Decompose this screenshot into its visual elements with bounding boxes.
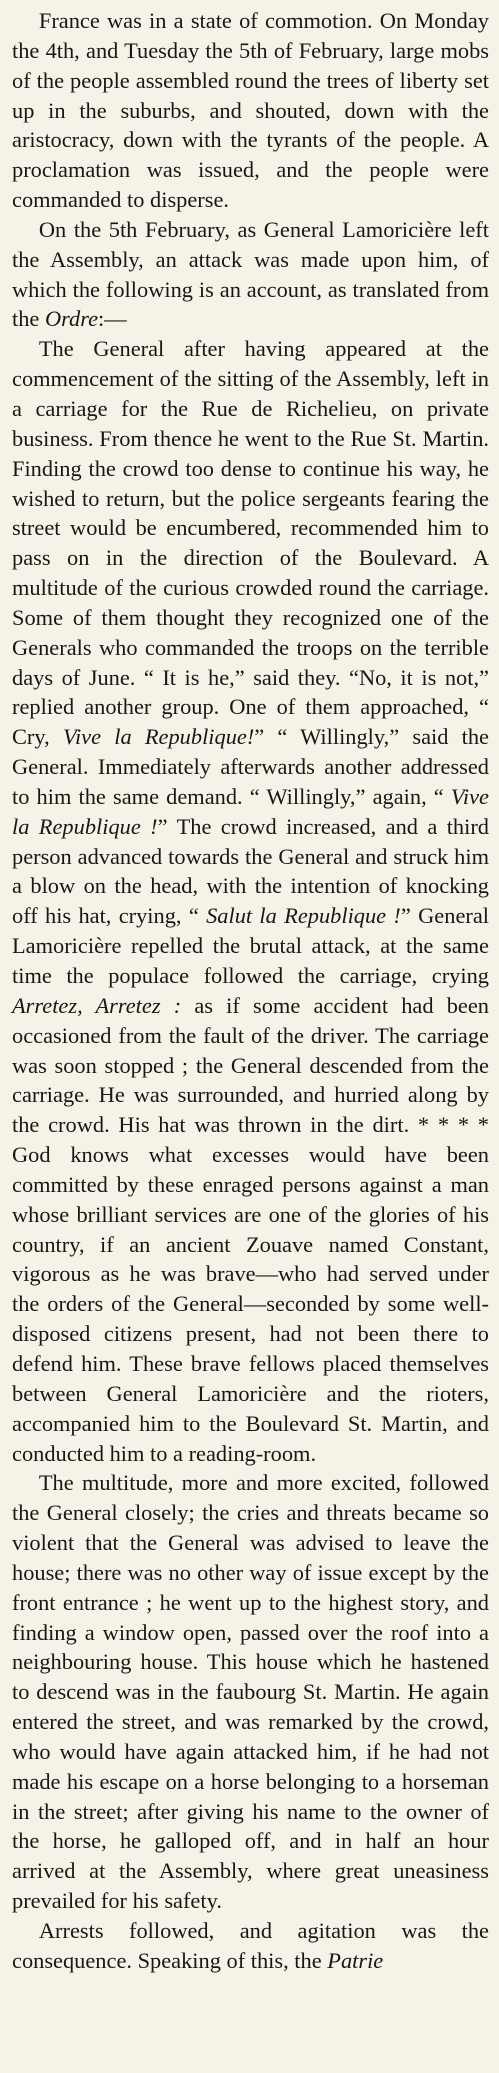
text-run: ” “ Willingly,” said the General. Immediately afterwards another addressed to him the same demand. “ Willingly,” again, “ (12, 724, 489, 809)
text-run: The multitude, more and more excited, followed the General closely; the cries and threats became so violent that the General was advised to leave the house; there was no other way of issue except by the front entrance ; he went up to the highest story, and finding a window open, passed over the roof into a neighbouring house. This house which he hastened to descend was in the faubourg St. Martin. He again entered the street, and was remarked by the crowd, who would have again attacked him, if he had not made his escape on a horse belonging to a horseman in the street; after giving his name to the owner of the horse, he galloped off, and in half an hour arrived at the Assembly, where great uneasiness prevailed for his safety. (12, 1470, 489, 1914)
text-run: :— (98, 306, 127, 332)
paragraph-p3 (12, 334, 489, 1468)
italic-text: Salut la Republique ! (206, 903, 401, 929)
paragraph-p2 (12, 215, 489, 334)
text-run: Arrests followed, and agitation was the consequence. Speaking of this, the (12, 1918, 489, 1973)
italic-text: Patrie (327, 1947, 384, 1973)
article-body (12, 6, 489, 1976)
text-run: ” The crowd increased, and a third person advanced towards the General and struck him a blow on the head, with the intention of knocking off his hat, crying, “ (12, 813, 489, 929)
text-run: On the 5th February, as General Lamoricière left the Assembly, an attack was made upon him, of which the following is an account, as translated from the (12, 216, 489, 332)
text-run: ” General Lamoricière repelled the brutal attack, at the same time the populace followed the carriage, crying (12, 903, 489, 988)
italic-text: Vive la Republique! (62, 724, 255, 750)
paragraph-p4 (12, 1468, 489, 1916)
paragraph-p1 (12, 6, 489, 215)
text-run: The General after having appeared at the commencement of the sitting of the Assembly, left in a carriage for the Rue de Richelieu, on private business. From thence he went to the Rue St. Martin. Finding the crowd too dense to continue his way, he wished to return, but the police sergeants fearing the street would be encumbered, recommended him to pass on in the direction of the Boulevard. A multitude of the curious crowded round the carriage. Some of them thought they recognized one of the Generals who commanded the troops on the terrible days of June. “ It is he,” said they. “No, it is not,” replied another group. One of them approached, “ Cry, (12, 336, 489, 750)
italic-text: Ordre (44, 306, 99, 332)
paragraph-p5 (12, 1916, 489, 1976)
text-run: France was in a state of commotion. On Monday the 4th, and Tuesday the 5th of February, large mobs of the people assembled round the trees of liberty set up in the suburbs, and shouted, down with the aristocracy, down with the tyrants of the people. A proclamation was issued, and the people were commanded to disperse. (12, 8, 489, 213)
italic-text: Vive la Republique ! (12, 783, 489, 839)
italic-text: Arretez, Arretez : (12, 992, 182, 1018)
text-run: as if some accident had been occasioned from the fault of the driver. The carriage was soon stopped ; the General descended from the carriage. He was surrounded, and hurried along by the crowd. His hat was thrown in the dirt. * * * * God knows what excesses would have been committed by these enraged persons against a man whose brilliant services are one of the glories of his country, if an ancient Zouave named Constant, vigorous as he was brave—who had served under the orders of the General—seconded by some well-disposed citizens present, had not been there to defend him. These brave fellows placed themselves between General Lamoricière and the rioters, accompanied him to the Boulevard St. Martin, and conducted him to a reading-room. (12, 992, 489, 1466)
